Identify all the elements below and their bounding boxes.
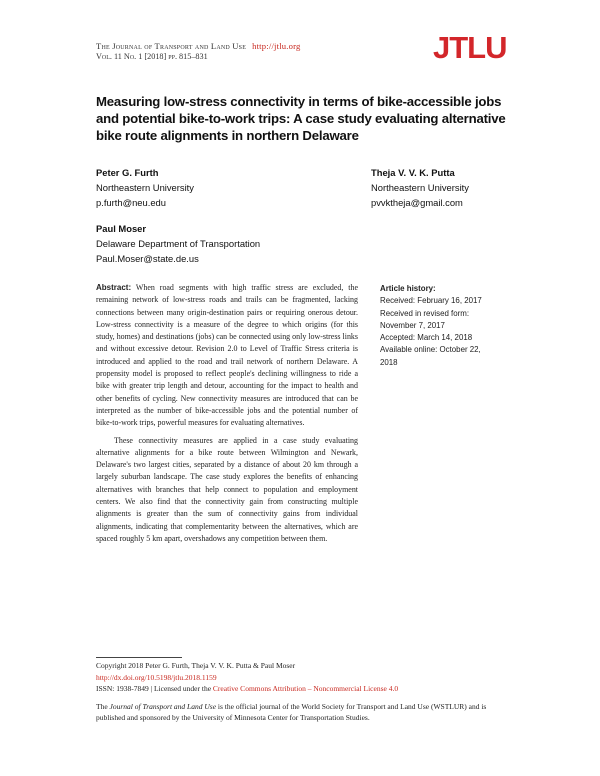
author-block-1 [96, 165, 194, 210]
history-online: Available online: October 22, 2018 [380, 345, 481, 367]
volume-info: Vol. 11 No. 1 [2018] pp. 815–831 [96, 52, 208, 61]
abstract-label: Abstract: [96, 283, 132, 292]
author-block-3 [96, 221, 260, 266]
article-history [380, 283, 500, 369]
statement-suffix: is the official journal of the World Society for Transport and Land Use (WSTLUR) and is published and sponsored by the University of Minnesota Center for Transportation Studies. [96, 701, 487, 722]
issn-text: ISSN: 1938-7849 | Licensed under the [96, 684, 213, 693]
doi-link[interactable]: http://dx.doi.org/10.5198/jtlu.2018.1159 [96, 672, 217, 682]
license-link[interactable]: Creative Commons Attribution – Noncommercial License 4.0 [212, 684, 399, 693]
history-received: Received: February 16, 2017 [380, 296, 482, 306]
issn-line [96, 683, 516, 695]
author-affiliation: Northeastern University [96, 182, 194, 193]
journal-header [96, 41, 301, 51]
author-block-2 [371, 165, 469, 210]
abstract-paragraph-1 [96, 282, 358, 430]
author-affiliation: Northeastern University [371, 182, 469, 193]
history-accepted: Accepted: March 14, 2018 [380, 333, 473, 343]
author-email: pvvktheja@gmail.com [371, 197, 463, 208]
paper-title: Measuring low-stress connectivity in terms of bike-accessible jobs and potential bike-to-work trips: A case study evaluating alternative bike route alignments in northern Delaware [96, 94, 506, 143]
journal-url-link[interactable]: http://jtlu.org [252, 41, 301, 51]
journal-name: The Journal of Transport and Land Use [96, 41, 247, 51]
history-revised: Received in revised form: November 7, 2017 [380, 308, 470, 330]
statement-prefix: The [96, 701, 110, 711]
abstract [96, 282, 358, 545]
author-email: p.furth@neu.edu [96, 197, 166, 208]
journal-statement [96, 701, 516, 724]
author-email: Paul.Moser@state.de.us [96, 253, 199, 264]
jtlu-logo: JTLU [433, 30, 507, 65]
footer-divider [96, 657, 182, 658]
abstract-paragraph-2: These connectivity measures are applied in a case study evaluating alternative alignments for a bike route between Wilmington and Newark, Delaware's two largest cities, separated by a distance of about 20 km through a largely suburban landscape. The case study explores the benefits of enhancing alternatives with branches that help connect to population and employment centers. We also find that the connectivity gain from constructing multiple alignments is greater than the sum of connectivity gains from individual alignments, indicating that complementarity between the alternatives, which are spaced roughly 5 km apart, overshadows any competition between them. [96, 435, 358, 543]
author-name: Theja V. V. K. Putta [371, 167, 455, 178]
author-name: Paul Moser [96, 223, 147, 234]
article-history-label: Article history: [380, 284, 436, 293]
footer [96, 660, 516, 724]
author-affiliation: Delaware Department of Transportation [96, 238, 261, 249]
journal-name-italic: Journal of Transport and Land Use [109, 701, 217, 711]
copyright: Copyright 2018 Peter G. Furth, Theja V. V. K. Putta & Paul Moser [96, 661, 296, 670]
abstract-text-1: When road segments with high traffic stress are excluded, the remaining network of low-stress roads and trails can be fragmented, lacking connections between many origin-destination pairs or requiring onerous detour. Low-stress connectivity is a measure of the degree to which origins (for this study, homes) and destinations (jobs) can be connected using only low-stress links and without excessive detour. Revision 2.0 to Level of Traffic Stress criteria is introduced and applied to the road and trail network of northern Delaware. A propensity model is proposed to reflect people's declining willingness to ride a bike with greater trip length and detour, accounting for the impact to health and other benefits of cycling. New connectivity measures are introduced that can be interpreted as the number of bike-accessible jobs and the potential number of bike-to-work trips, powerful measures for evaluating alternatives. [96, 283, 358, 428]
author-name: Peter G. Furth [96, 167, 159, 178]
